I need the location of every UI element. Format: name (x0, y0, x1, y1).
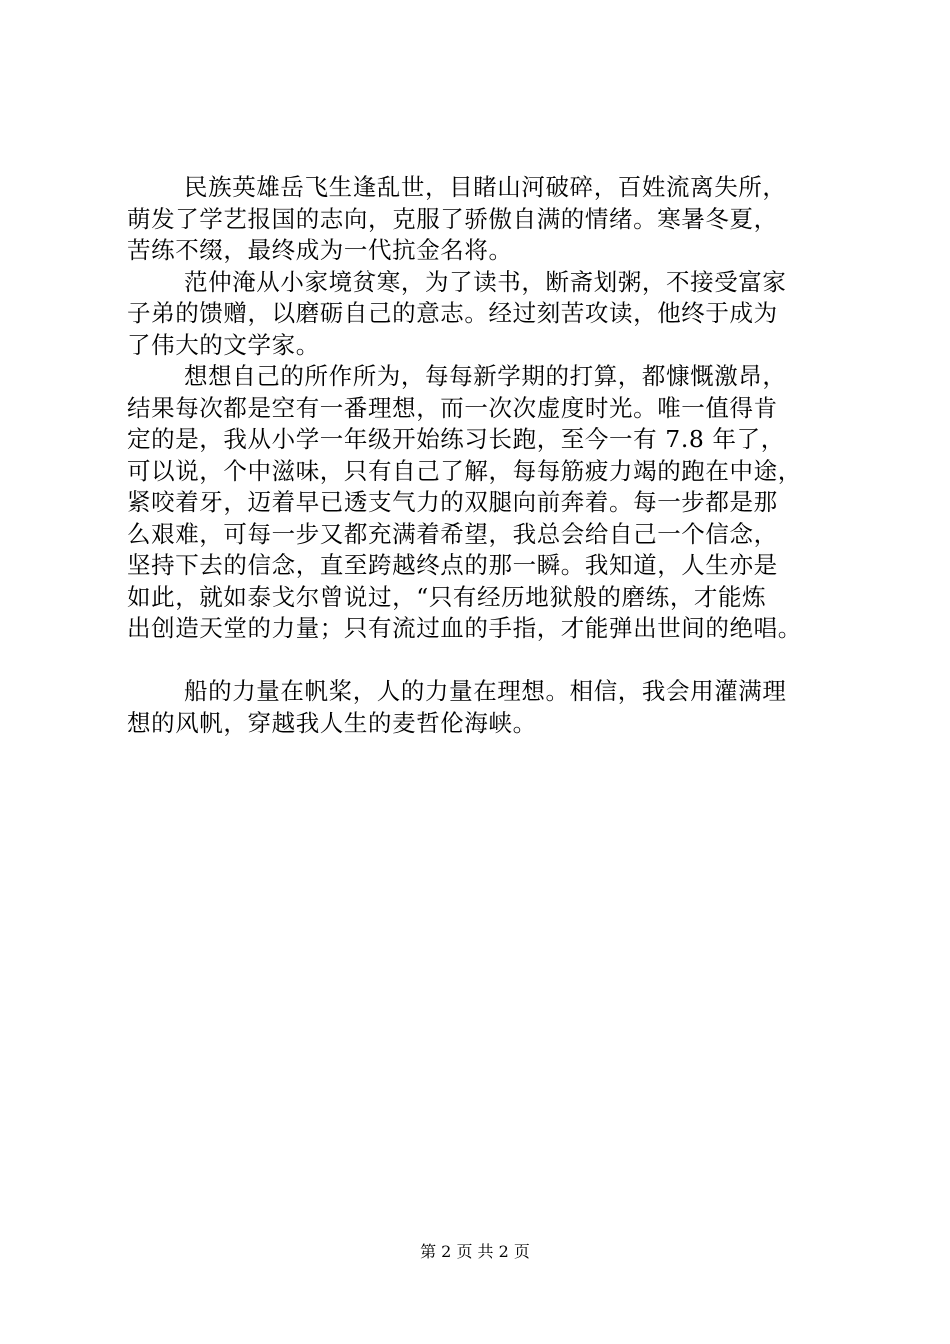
text-line: 么艰难，可每一步又都充满着希望，我总会给自己一个信念， (127, 519, 778, 548)
paragraph-fan-zhongyan (127, 267, 847, 362)
text-line: 子弟的馈赠，以磨砺自己的意志。经过刻苦攻读，他终于成为 (127, 299, 778, 327)
text-line: 民族英雄岳飞生逢乱世，目睹山河破碎，百姓流离失所， (184, 173, 787, 201)
text-line: 结果每次都是空有一番理想，而一次次虚度时光。唯一值得肯 (127, 393, 778, 422)
paragraph-spacer (127, 645, 847, 677)
text-line: 如此，就如泰戈尔曾说过，“只有经历地狱般的磨练，才能炼 (127, 582, 767, 611)
paragraph-self-reflection (127, 361, 847, 645)
text-line: 苦练不缀，最终成为一代抗金名将。 (127, 236, 513, 264)
text-line: 出创造天堂的力量；只有流过血的手指，才能弹出世间的绝唱。 (127, 614, 802, 642)
text-line: 想的风帆，穿越我人生的麦哲伦海峡。 (127, 708, 537, 737)
text-line: 定的是，我从小学一年级开始练习长跑，至今一有 7.8 年了， (127, 425, 785, 453)
text-line: 想想自己的所作所为，每每新学期的打算，都慷慨激昂， (184, 362, 787, 390)
text-line: 萌发了学艺报国的志向，克服了骄傲自满的情绪。寒暑冬夏， (127, 204, 778, 233)
text-line: 坚持下去的信念，直至跨越终点的那一瞬。我知道，人生亦是 (127, 551, 778, 579)
text-line: 紧咬着牙，迈着早已透支气力的双腿向前奔着。每一步都是那 (127, 488, 778, 516)
text-line: 可以说，个中滋味，只有自己了解，每每筋疲力竭的跑在中途， (127, 456, 802, 485)
text-line: 了伟大的文学家。 (127, 330, 320, 359)
paragraph-conclusion (127, 676, 847, 739)
text-line: 船的力量在帆桨，人的力量在理想。相信，我会用灌满理 (184, 677, 787, 705)
document-body (127, 172, 847, 739)
text-line: 范仲淹从小家境贫寒，为了读书，断斋划粥，不接受富家 (184, 267, 787, 296)
paragraph-yue-fei (127, 172, 847, 267)
page-number-footer: 第 2 页 共 2 页 (420, 1242, 530, 1261)
